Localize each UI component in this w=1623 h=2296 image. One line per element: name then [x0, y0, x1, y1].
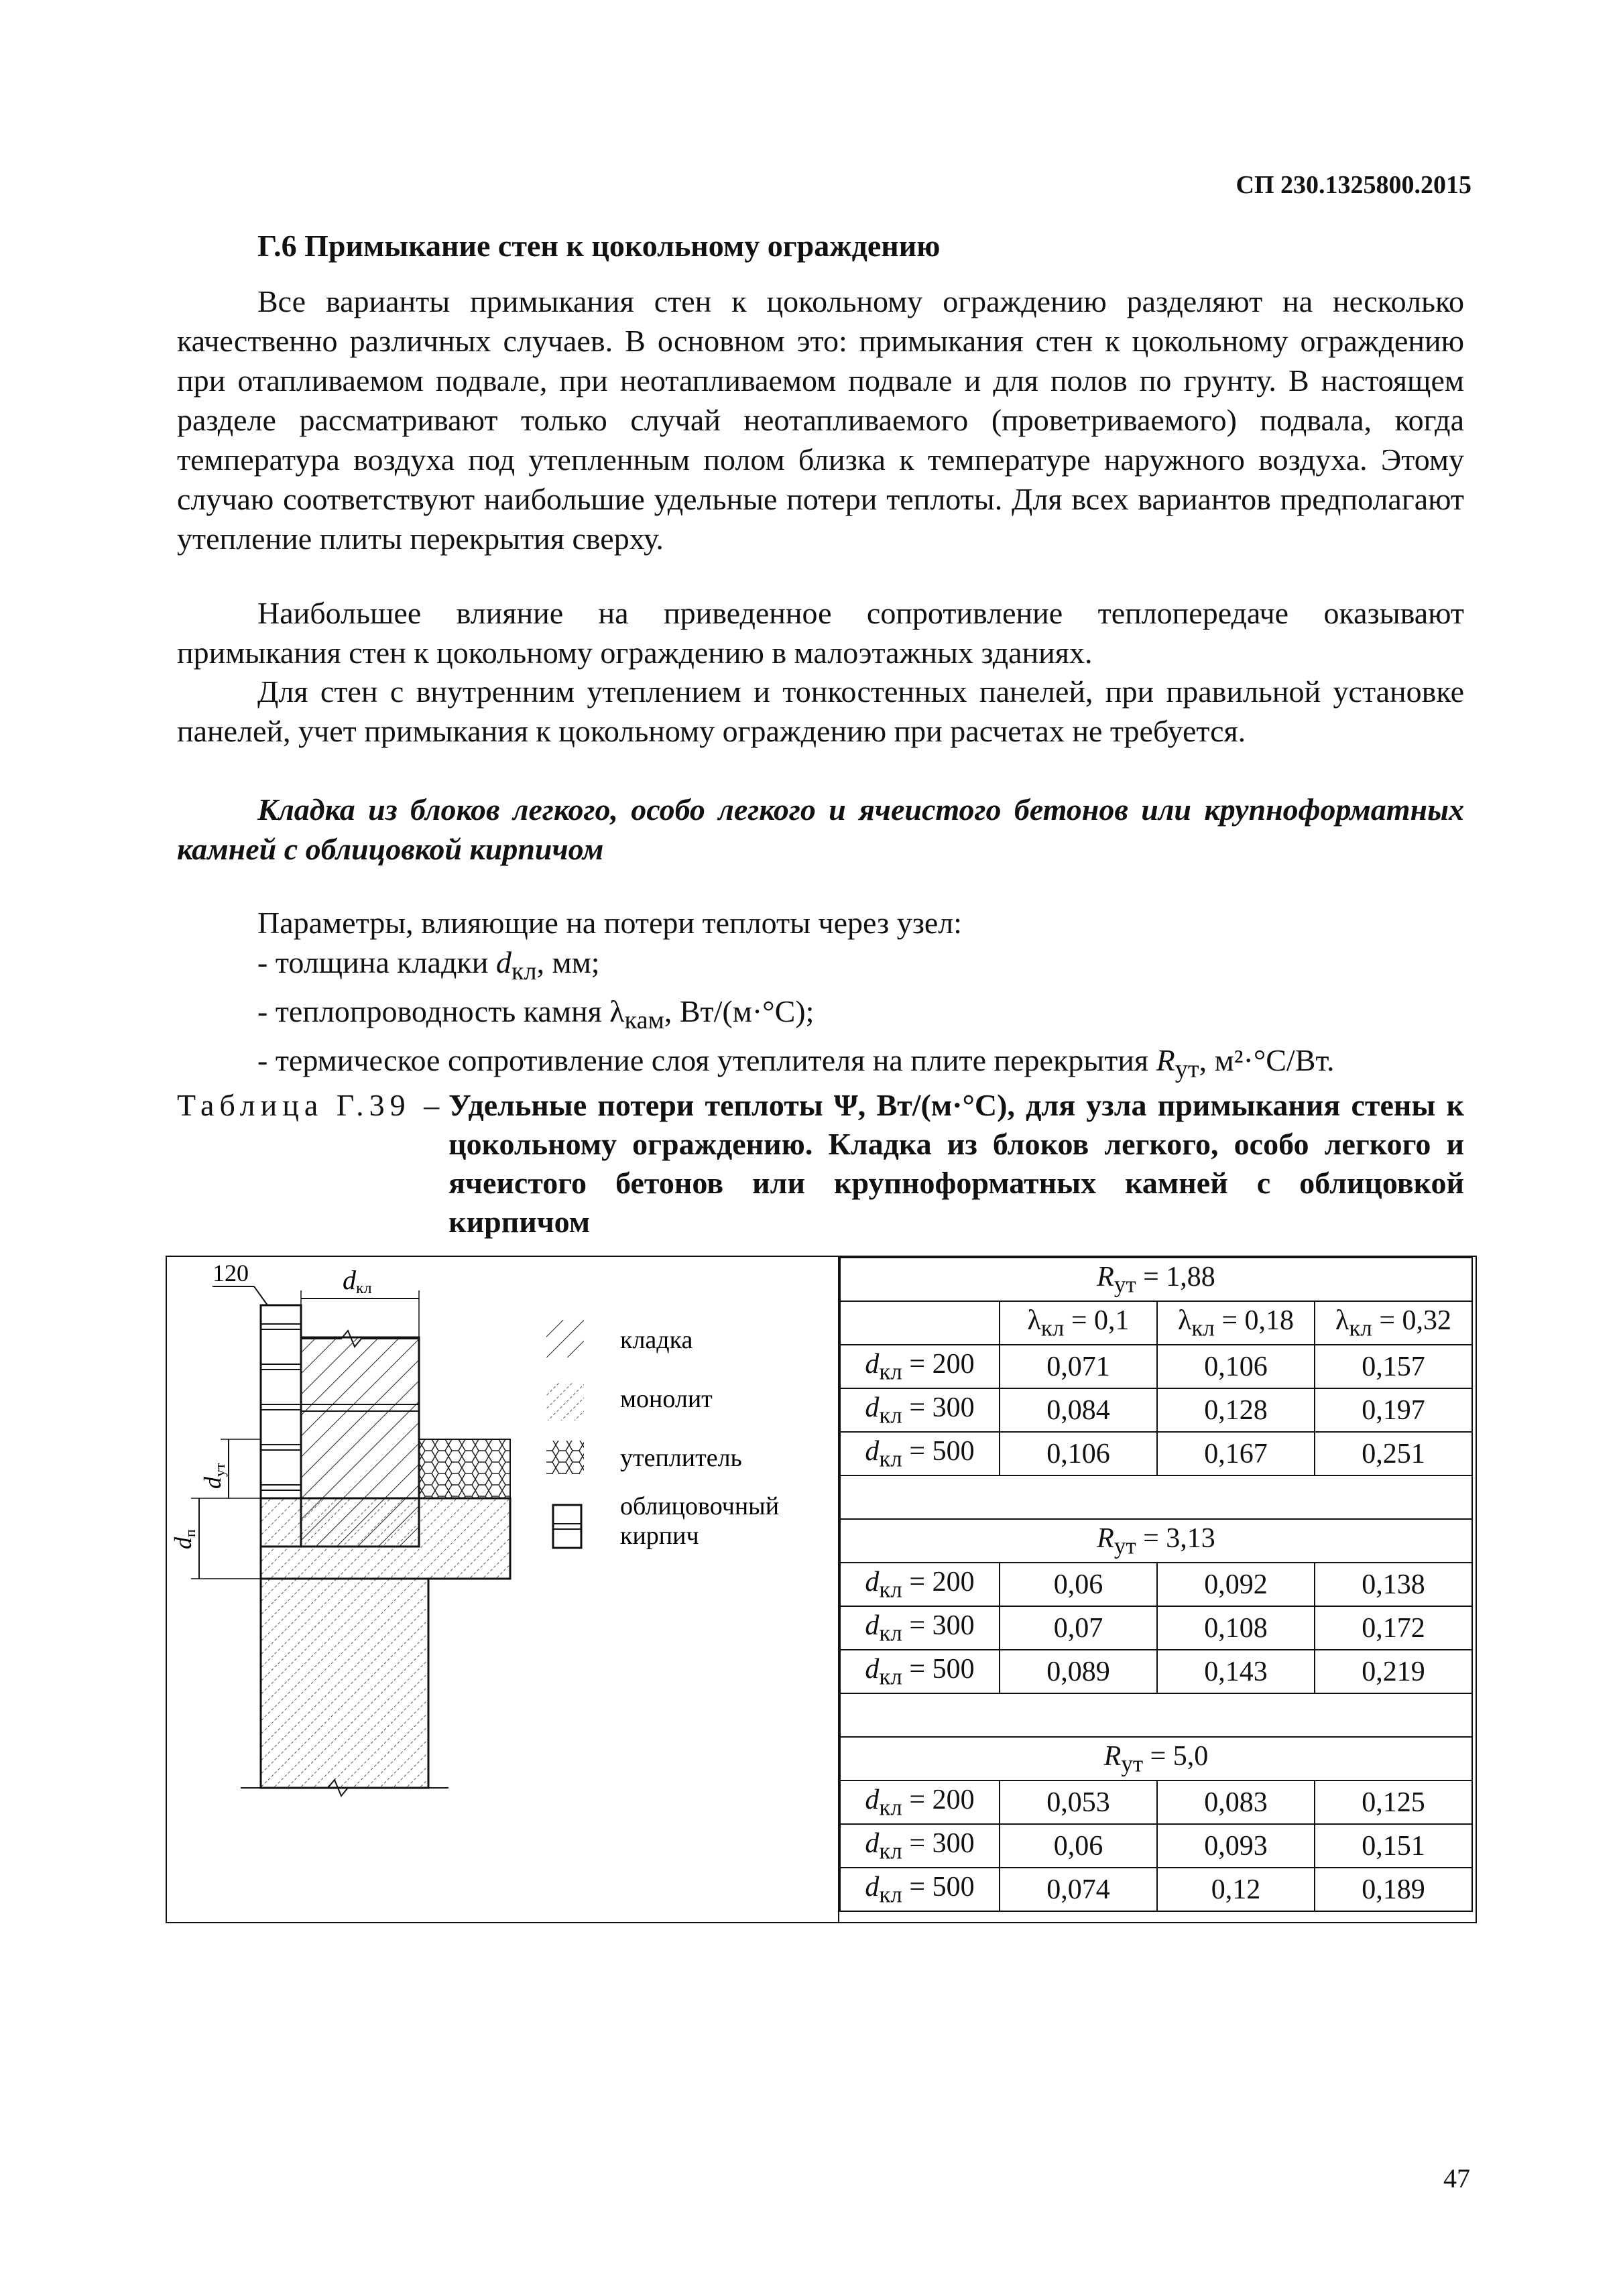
dim-120-label: 120: [213, 1260, 249, 1286]
parameter-subscript: кл: [511, 957, 537, 986]
legend-monolith-swatch: [546, 1383, 584, 1421]
table-row: [840, 1563, 1472, 1606]
paragraph-text: Все варианты примыкания стен к цокольному ограждению разделяют на несколько качественно различных случаев. В основном это: примыкания стен к цокольному ограждению при отапливаемом подвале, при неотапливаемом подвале и для полов по грунту. В настоящем разделе рассматривают только случай неотапливаемого (проветриваемого) подвала, когда температура воздуха под утепленным полом близка к температуре наружного воздуха. Этому случаю соответствуют наибольшие удельные потери теплоты. Для всех вариантов предполагают утепление плиты перекрытия сверху.: [177, 284, 1464, 556]
parameters-intro: Параметры, влияющие на потери теплоты через узел:: [257, 906, 963, 940]
parameter-item: [177, 1040, 1464, 1089]
value-cell: 0,125: [1315, 1780, 1472, 1824]
value-cell: 0,084: [1000, 1388, 1157, 1432]
r-header-cell: $R_{ут} = 5,0$: [840, 1737, 1472, 1780]
lambda-header: $\lambda_{кл} = 0,32$: [1315, 1301, 1472, 1345]
row-label: $d_{кл} = 300$: [840, 1824, 1000, 1868]
value-cell: 0,07: [1000, 1606, 1157, 1650]
value-cell: 0,167: [1157, 1432, 1315, 1475]
parameter-prefix: - теплопроводность камня: [257, 994, 610, 1029]
page-number: 47: [1443, 2163, 1470, 2193]
foundation: [261, 1579, 428, 1788]
dim-dp-label: dп: [170, 1529, 198, 1549]
table-row: [840, 1432, 1472, 1475]
junction-drawing: [167, 1257, 838, 1922]
parameter-suffix: , м²·°С/Вт.: [1199, 1043, 1335, 1078]
lambda-header-row: [840, 1301, 1472, 1345]
row-label: $d_{кл} = 200$: [840, 1345, 1000, 1388]
table-row: [840, 1824, 1472, 1868]
parameter-subscript: ут: [1175, 1055, 1199, 1084]
value-cell: 0,138: [1315, 1563, 1472, 1606]
paragraph-1: [177, 282, 1464, 558]
parameter-prefix: - термическое сопротивление слоя утеплителя на плите перекрытия: [257, 1043, 1156, 1078]
value-cell: 0,219: [1315, 1650, 1472, 1693]
empty-cell: [840, 1301, 1000, 1345]
parameters-list: [177, 903, 1464, 1090]
paragraph-text: Наибольшее влияние на приведенное сопротивление теплопередаче оказывают примыкания стен к цокольному ограждению в малоэтажных зданиях.: [177, 596, 1464, 670]
lambda-header: $\lambda_{кл} = 0,1$: [1000, 1301, 1157, 1345]
row-label: $d_{кл} = 200$: [840, 1563, 1000, 1606]
psi-values-table: [839, 1257, 1473, 1912]
table-label: Таблица Г.39 –: [177, 1088, 445, 1122]
r-header-row: [840, 1519, 1472, 1563]
value-cell: 0,093: [1157, 1824, 1315, 1868]
legend-brick-label-2: кирпич: [620, 1522, 699, 1550]
value-cell: 0,053: [1000, 1780, 1157, 1824]
value-cell: 0,143: [1157, 1650, 1315, 1693]
value-cell: 0,12: [1157, 1868, 1315, 1911]
paragraph-text: Для стен с внутренним утеплением и тонкостенных панелей, при правильной установке панелей, учет примыкания к цокольному ограждению при расчетах не требуется.: [177, 674, 1464, 748]
parameter-subscript: кам: [624, 1006, 664, 1035]
value-cell: 0,06: [1000, 1824, 1157, 1868]
parameter-item: [177, 943, 1464, 991]
row-label: $d_{кл} = 300$: [840, 1388, 1000, 1432]
row-label: $d_{кл} = 200$: [840, 1780, 1000, 1824]
r-header-cell: $R_{ут} = 1,88$: [840, 1258, 1472, 1301]
value-cell: 0,089: [1000, 1650, 1157, 1693]
value-cell: 0,106: [1157, 1345, 1315, 1388]
value-cell: 0,128: [1157, 1388, 1315, 1432]
parameter-symbol: d: [495, 945, 512, 979]
table-row: [840, 1650, 1472, 1693]
section-title: Г.6 Примыкание стен к цокольному ограждению: [257, 229, 941, 263]
row-label: $d_{кл} = 300$: [840, 1606, 1000, 1650]
lambda-header: $\lambda_{кл} = 0,18$: [1157, 1301, 1315, 1345]
paragraph-3: [177, 672, 1464, 751]
table-row: [840, 1868, 1472, 1911]
table-row: [840, 1345, 1472, 1388]
spacer-row: [840, 1693, 1472, 1737]
row-label: $d_{кл} = 500$: [840, 1650, 1000, 1693]
legend-brick-swatch: [553, 1505, 581, 1548]
value-cell: 0,151: [1315, 1824, 1472, 1868]
legend-insulation-swatch: [546, 1441, 584, 1474]
value-cell: 0,071: [1000, 1345, 1157, 1388]
value-cell: 0,251: [1315, 1432, 1472, 1475]
dim-120-leader: [254, 1286, 267, 1305]
floor-slab: [261, 1498, 510, 1579]
value-cell: 0,074: [1000, 1868, 1157, 1911]
table-title: Удельные потери теплоты Ψ, Вт/(м·°С), для узла примыкания стены к цокольному ограждению. Кладка из блоков легкого, особо легкого и ячеистого бетонов или крупноформатных камней с облицовкой кирпичом: [448, 1088, 1464, 1239]
value-cell: 0,06: [1000, 1563, 1157, 1606]
table-g39: [166, 1256, 1477, 1923]
value-cell: 0,172: [1315, 1606, 1472, 1650]
table-row: [840, 1388, 1472, 1432]
dim-dut-label: dут: [199, 1463, 228, 1489]
parameter-item: [177, 991, 1464, 1040]
r-header-row: [840, 1737, 1472, 1780]
table-row: [840, 1780, 1472, 1824]
value-cell: 0,197: [1315, 1388, 1472, 1432]
legend-brick-label-1: облицовочный: [620, 1492, 780, 1520]
table-caption: [177, 1086, 1464, 1242]
dim-dkl-label: dкл: [343, 1265, 372, 1297]
value-cell: 0,157: [1315, 1345, 1472, 1388]
row-label: $d_{кл} = 500$: [840, 1868, 1000, 1911]
subheading: [177, 790, 1464, 869]
legend-masonry-label: кладка: [620, 1326, 693, 1354]
document-code: СП 230.1325800.2015: [1236, 171, 1471, 199]
parameter-suffix: , Вт/(м·°С);: [664, 994, 815, 1029]
value-cell: 0,106: [1000, 1432, 1157, 1475]
legend-insulation-label: утеплитель: [620, 1444, 742, 1472]
value-cell: 0,108: [1157, 1606, 1315, 1650]
parameter-prefix: - толщина кладки: [257, 945, 496, 979]
legend-monolith-label: монолит: [620, 1385, 713, 1413]
value-cell: 0,189: [1315, 1868, 1472, 1911]
r-header-row: [840, 1258, 1472, 1301]
spacer-row: [840, 1475, 1472, 1519]
row-label: $d_{кл} = 500$: [840, 1432, 1000, 1475]
legend-masonry-swatch: [546, 1320, 584, 1357]
r-header-cell: $R_{ут} = 3,13$: [840, 1519, 1472, 1563]
paragraph-2: [177, 593, 1464, 672]
slab-insulation: [419, 1439, 510, 1498]
parameter-symbol: λ: [609, 994, 625, 1029]
table-row: [840, 1606, 1472, 1650]
parameter-symbol: R: [1156, 1043, 1175, 1078]
subheading-text: Кладка из блоков легкого, особо легкого и ячеистого бетонов или крупноформатных камней с облицовкой кирпичом: [177, 792, 1464, 866]
value-cell: 0,092: [1157, 1563, 1315, 1606]
parameter-suffix: , мм;: [536, 945, 600, 979]
junction-diagram: [167, 1257, 839, 1922]
value-cell: 0,083: [1157, 1780, 1315, 1824]
